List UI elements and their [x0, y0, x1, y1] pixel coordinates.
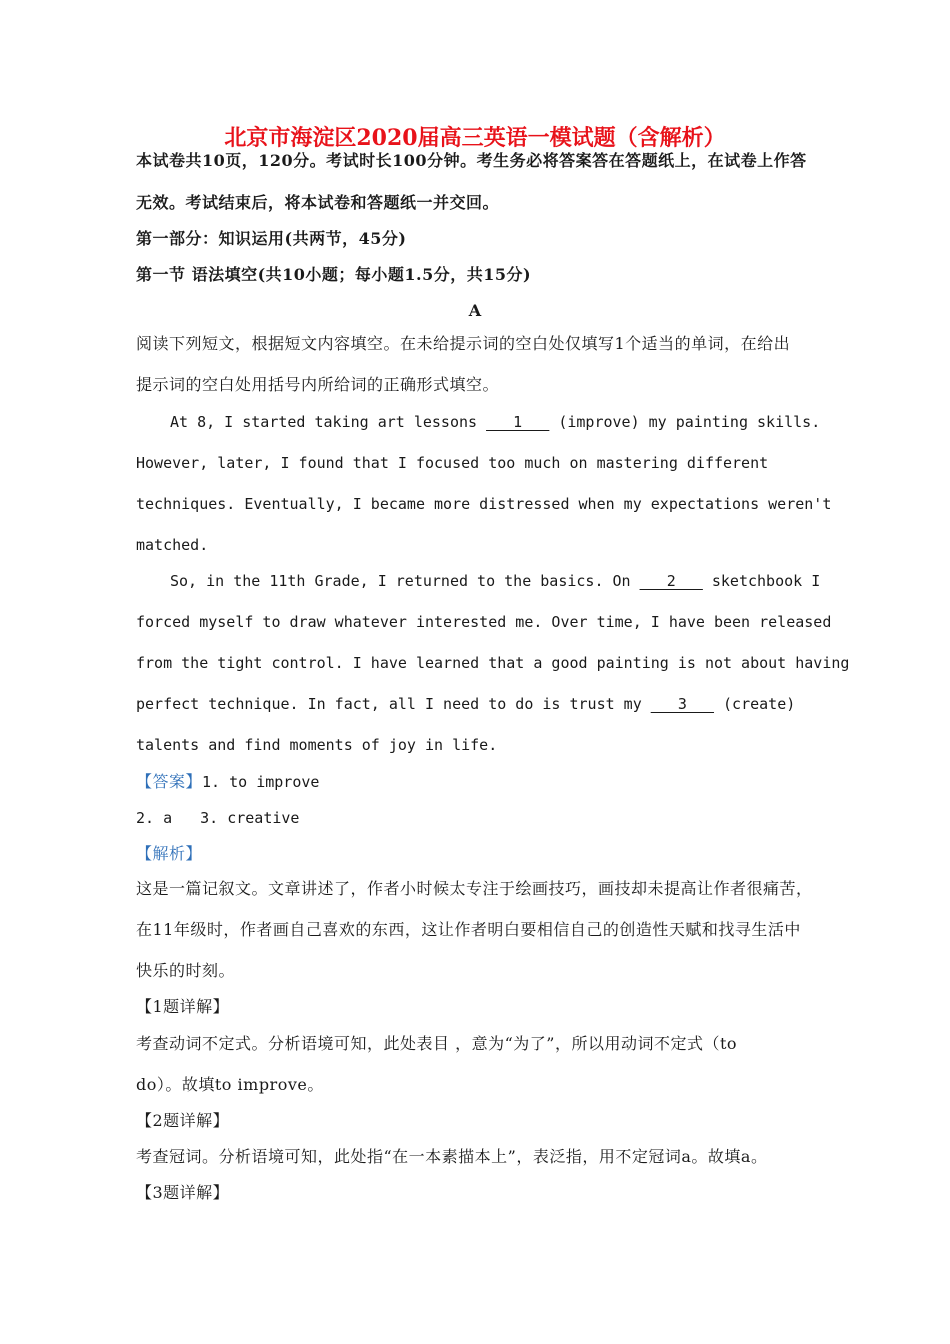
blank-3: ___3___: [650, 695, 714, 713]
instructions-line-1: 阅读下列短文，根据短文内容填空。在未给提示词的空白处仅填写1个适当的单词，在给出: [136, 334, 791, 353]
passage-text: So, in the 11th Grade, I returned to the basics. On: [170, 572, 640, 590]
passage-text: (improve) my painting skills.: [549, 413, 821, 431]
part-heading: 第一部分：知识运用(共两节，45分): [136, 229, 407, 248]
blank-2: ___2___: [639, 572, 703, 590]
answer-2: 2. a: [136, 809, 173, 827]
detail-3-label: 【3题详解】: [136, 1183, 230, 1202]
answer-line: [136, 772, 319, 792]
passage-text: At 8, I started taking art lessons: [170, 413, 487, 431]
passage-line: from the tight control. I have learned that a good painting is not about having: [136, 654, 850, 672]
passage-line: forced myself to draw whatever interested me. Over time, I have been released: [136, 613, 832, 631]
passage-line: talents and find moments of joy in life.: [136, 736, 498, 754]
passage-line: matched.: [136, 536, 209, 554]
analysis-line-1: 这是一篇记叙文。文章讲述了，作者小时候太专注于绘画技巧，画技却未提高让作者很痛苦，: [136, 879, 813, 898]
blank-1: ___1___: [486, 413, 550, 431]
passage-text: (create): [713, 695, 796, 713]
answer-1: 1. to improve: [202, 773, 320, 791]
passage-line: [136, 694, 795, 714]
intro-line-1: 本试卷共10页，120分。考试时长100分钟。考生务必将答案答在答题纸上，在试卷上作答: [136, 151, 807, 170]
document-title: 北京市海淀区2020届高三英语一模试题（含解析）: [224, 125, 726, 151]
answer-line-2: [136, 808, 299, 828]
detail-1-line-2: do）。故填to improve。: [136, 1075, 324, 1094]
passage-text: perfect technique. In fact, all I need to do is trust my: [136, 695, 651, 713]
detail-1-line-1: 考查动词不定式。分析语境可知，此处表目 ，意为“为了”，所以用动词不定式（to: [136, 1034, 738, 1053]
passage-line: techniques. Eventually, I became more distressed when my expectations weren't: [136, 495, 832, 513]
analysis-line-2: 在11年级时，作者画自己喜欢的东西，这让作者明白要相信自己的创造性天赋和找寻生活中: [136, 920, 801, 939]
passage-line: [170, 571, 820, 591]
answer-label: 【答案】: [136, 772, 203, 791]
instructions-line-2: 提示词的空白处用括号内所给词的正确形式填空。: [136, 375, 500, 394]
answer-3: 3. creative: [200, 809, 300, 827]
passage-line: [170, 412, 820, 432]
detail-1-label: 【1题详解】: [136, 997, 230, 1016]
passage-text: sketchbook I: [702, 572, 821, 590]
analysis-line-3: 快乐的时刻。: [136, 961, 236, 980]
intro-line-2: 无效。考试结束后，将本试卷和答题纸一并交回。: [136, 193, 500, 212]
passage-label: A: [468, 301, 482, 320]
section-heading: 第一节 语法填空(共10小题；每小题1.5分，共15分): [136, 265, 532, 284]
detail-2-line-1: 考查冠词。分析语境可知，此处指“在一本素描本上”，表泛指，用不定冠词a。故填a。: [136, 1147, 768, 1166]
passage-line: However, later, I found that I focused too much on mastering different: [136, 454, 769, 472]
analysis-label: 【解析】: [136, 844, 203, 863]
detail-2-label: 【2题详解】: [136, 1111, 230, 1130]
